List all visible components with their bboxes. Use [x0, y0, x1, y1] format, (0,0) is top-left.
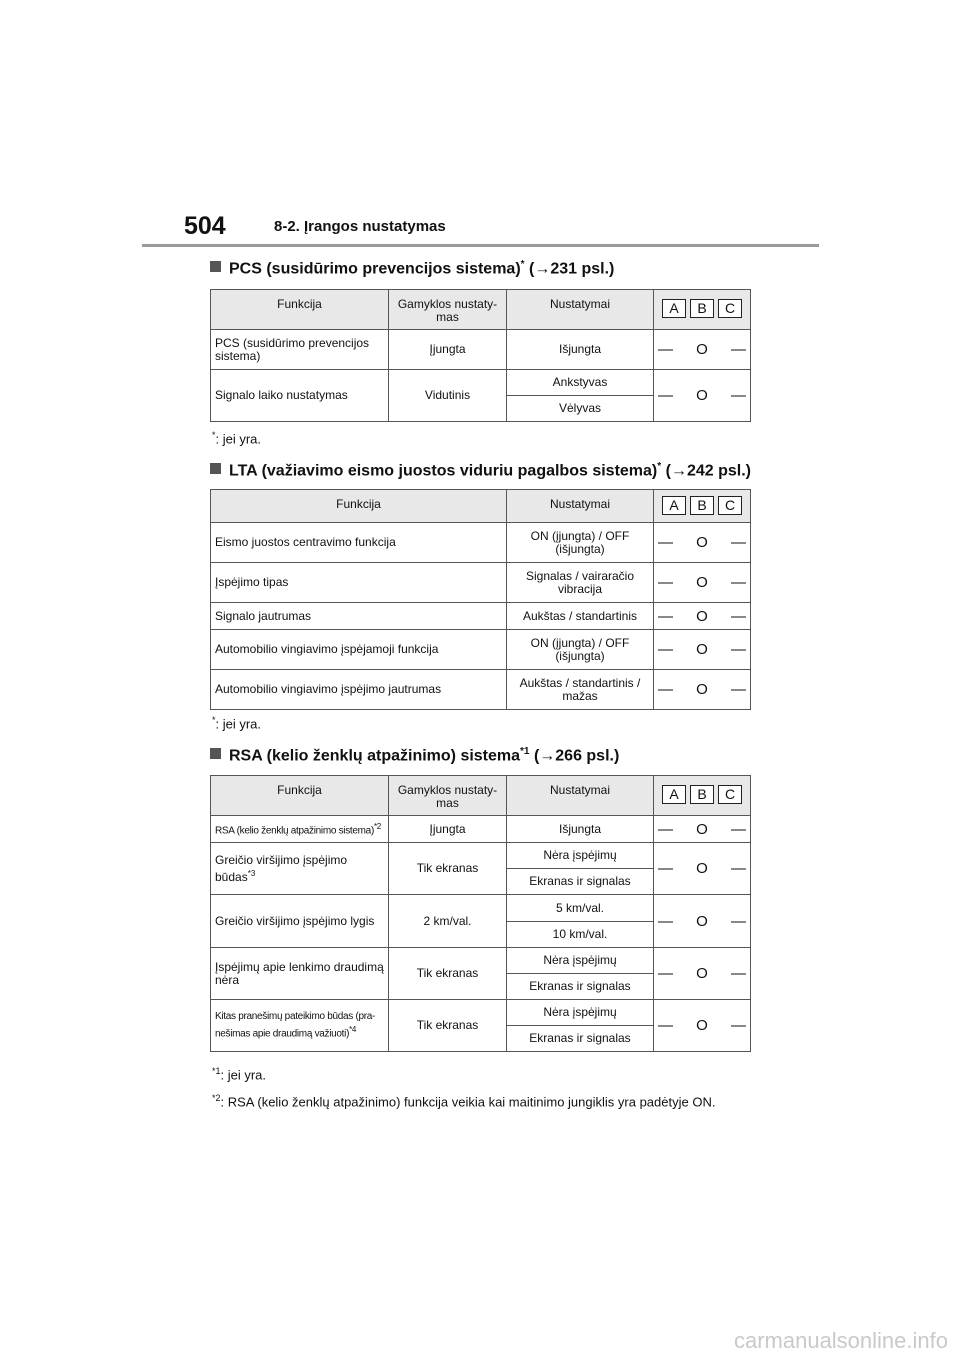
setting-cell: Išjungta: [507, 330, 654, 370]
marks-cell: — O —: [654, 603, 751, 630]
setting-cell: Signalas / vairaračio vibracija: [507, 563, 654, 603]
marks-cell: — O —: [654, 948, 751, 1000]
page-number: 504: [184, 212, 226, 240]
watermark: carmanualsonline.info: [733, 1328, 948, 1353]
header-function: Funkcija: [211, 776, 389, 816]
header-abc: [654, 776, 751, 816]
setting-cell: Ekranas ir signalas: [507, 1026, 654, 1052]
table-row: [211, 630, 751, 670]
default-cell: Tik ekranas: [389, 948, 507, 1000]
lta-page-ref: (→242 psl.): [665, 462, 751, 480]
box-c-icon: C: [718, 299, 742, 318]
box-a-icon: A: [662, 299, 686, 318]
table-row: [211, 843, 751, 869]
function-cell: Įspėjimų apie lenkimo draudimą nėra: [211, 948, 389, 1000]
setting-cell: Ankstyvas: [507, 370, 654, 396]
box-c-icon: C: [718, 496, 742, 515]
marks-cell: — O —: [654, 630, 751, 670]
marks-cell: — O —: [654, 563, 751, 603]
function-cell: Kitas pranešimų pateikimo būdas (pra-nešimas apie draudimą važiuoti)$^{*4}$: [211, 1000, 389, 1052]
pcs-title-footnote: *: [520, 259, 525, 270]
header-settings: Nustatymai: [507, 290, 654, 330]
setting-cell: Nėra įspėjimų: [507, 948, 654, 974]
setting-cell: Ekranas ir signalas: [507, 869, 654, 895]
marks-cell: — O —: [654, 843, 751, 895]
function-cell: Įspėjimo tipas: [211, 563, 507, 603]
square-bullet-icon: [210, 463, 221, 474]
function-cell: Greičio viršijimo įspėjimo lygis: [211, 895, 389, 948]
box-b-icon: B: [690, 785, 714, 804]
pcs-footnote: *: jei yra.: [212, 430, 262, 447]
header-rule: [142, 244, 819, 247]
pcs-page-ref: (→231 psl.): [529, 260, 615, 278]
table-row: [211, 895, 751, 922]
box-b-icon: B: [690, 496, 714, 515]
header-abc: [654, 490, 751, 523]
table-row: [211, 816, 751, 843]
header-settings: Nustatymai: [507, 490, 654, 523]
header-function: Funkcija: [211, 290, 389, 330]
setting-cell: Nėra įspėjimų: [507, 843, 654, 869]
header-abc: [654, 290, 751, 330]
table-row: [211, 330, 751, 370]
table-row: [211, 370, 751, 396]
function-cell: Signalo jautrumas: [211, 603, 507, 630]
default-cell: Įjungta: [389, 330, 507, 370]
pcs-section-title: [210, 259, 614, 278]
box-c-icon: C: [718, 785, 742, 804]
marks-cell: — O —: [654, 523, 751, 563]
rsa-footnote-2: $^{*2}$: RSA (kelio ženklų atpažinimo) funkcija veikia kai maitinimo jungiklis yra padėtyje ON.: [212, 1093, 716, 1110]
page-header: [0, 0, 960, 250]
rsa-table: [210, 775, 751, 1052]
default-cell: 2 km/val.: [389, 895, 507, 948]
function-cell: RSA (kelio ženklų atpažinimo sistema)$^{*2}$: [211, 816, 389, 843]
setting-cell: Nėra įspėjimų: [507, 1000, 654, 1026]
marks-cell: — O —: [654, 670, 751, 710]
setting-cell: 5 km/val.: [507, 895, 654, 922]
header-settings: Nustatymai: [507, 776, 654, 816]
table-row: [211, 670, 751, 710]
setting-cell: ON (įjungta) / OFF (išjungta): [507, 630, 654, 670]
header-function: Funkcija: [211, 490, 507, 523]
section-label: 8-2. Įrangos nustatymas: [274, 218, 446, 235]
function-cell: Eismo juostos centravimo funkcija: [211, 523, 507, 563]
table-header-row: [211, 776, 751, 816]
lta-table: [210, 489, 751, 710]
rsa-footnote-1: $^{*1}$: jei yra.: [212, 1066, 267, 1083]
setting-cell: Išjungta: [507, 816, 654, 843]
default-cell: Vidutinis: [389, 370, 507, 422]
function-cell: Automobilio vingiavimo įspėjimo jautrumas: [211, 670, 507, 710]
default-cell: Tik ekranas: [389, 1000, 507, 1052]
setting-cell: Vėlyvas: [507, 396, 654, 422]
header-default: Gamyklos nustaty-mas: [389, 776, 507, 816]
function-cell: Greičio viršijimo įspėjimo būdas$^{*3}$: [211, 843, 389, 895]
square-bullet-icon: [210, 261, 221, 272]
lta-title-footnote: *: [657, 461, 662, 472]
table-row: [211, 1000, 751, 1026]
setting-cell: Aukštas / standartinis: [507, 603, 654, 630]
box-a-icon: A: [662, 496, 686, 515]
square-bullet-icon: [210, 748, 221, 759]
function-cell: PCS (susidūrimo prevencijos sistema): [211, 330, 389, 370]
table-row: [211, 523, 751, 563]
setting-cell: ON (įjungta) / OFF (išjungta): [507, 523, 654, 563]
box-a-icon: A: [662, 785, 686, 804]
table-row: [211, 948, 751, 974]
function-cell: Automobilio vingiavimo įspėjamoji funkcija: [211, 630, 507, 670]
rsa-title-text: RSA (kelio ženklų atpažinimo) sistema: [229, 747, 521, 765]
box-b-icon: B: [690, 299, 714, 318]
table-header-row: [211, 290, 751, 330]
rsa-section-title: [210, 746, 619, 765]
default-cell: Įjungta: [389, 816, 507, 843]
table-row: [211, 603, 751, 630]
setting-cell: Ekranas ir signalas: [507, 974, 654, 1000]
setting-cell: 10 km/val.: [507, 922, 654, 948]
lta-section-title: [210, 461, 751, 480]
setting-cell: Aukštas / standartinis / mažas: [507, 670, 654, 710]
function-cell: Signalo laiko nustatymas: [211, 370, 389, 422]
rsa-title-footnote: *1: [520, 746, 530, 757]
lta-title-text: LTA (važiavimo eismo juostos viduriu pagalbos sistema): [229, 462, 658, 480]
pcs-title-text: PCS (susidūrimo prevencijos sistema): [229, 260, 521, 278]
rsa-page-ref: (→266 psl.): [533, 747, 620, 765]
default-cell: Tik ekranas: [389, 843, 507, 895]
marks-cell: — O —: [654, 895, 751, 948]
table-row: [211, 563, 751, 603]
table-header-row: [211, 490, 751, 523]
marks-cell: — O —: [654, 1000, 751, 1052]
lta-footnote: *: jei yra.: [212, 715, 262, 732]
marks-cell: — O —: [654, 816, 751, 843]
marks-cell: — O —: [654, 370, 751, 422]
pcs-table: [210, 289, 751, 422]
header-default: Gamyklos nustaty-mas: [389, 290, 507, 330]
marks-cell: — O —: [654, 330, 751, 370]
